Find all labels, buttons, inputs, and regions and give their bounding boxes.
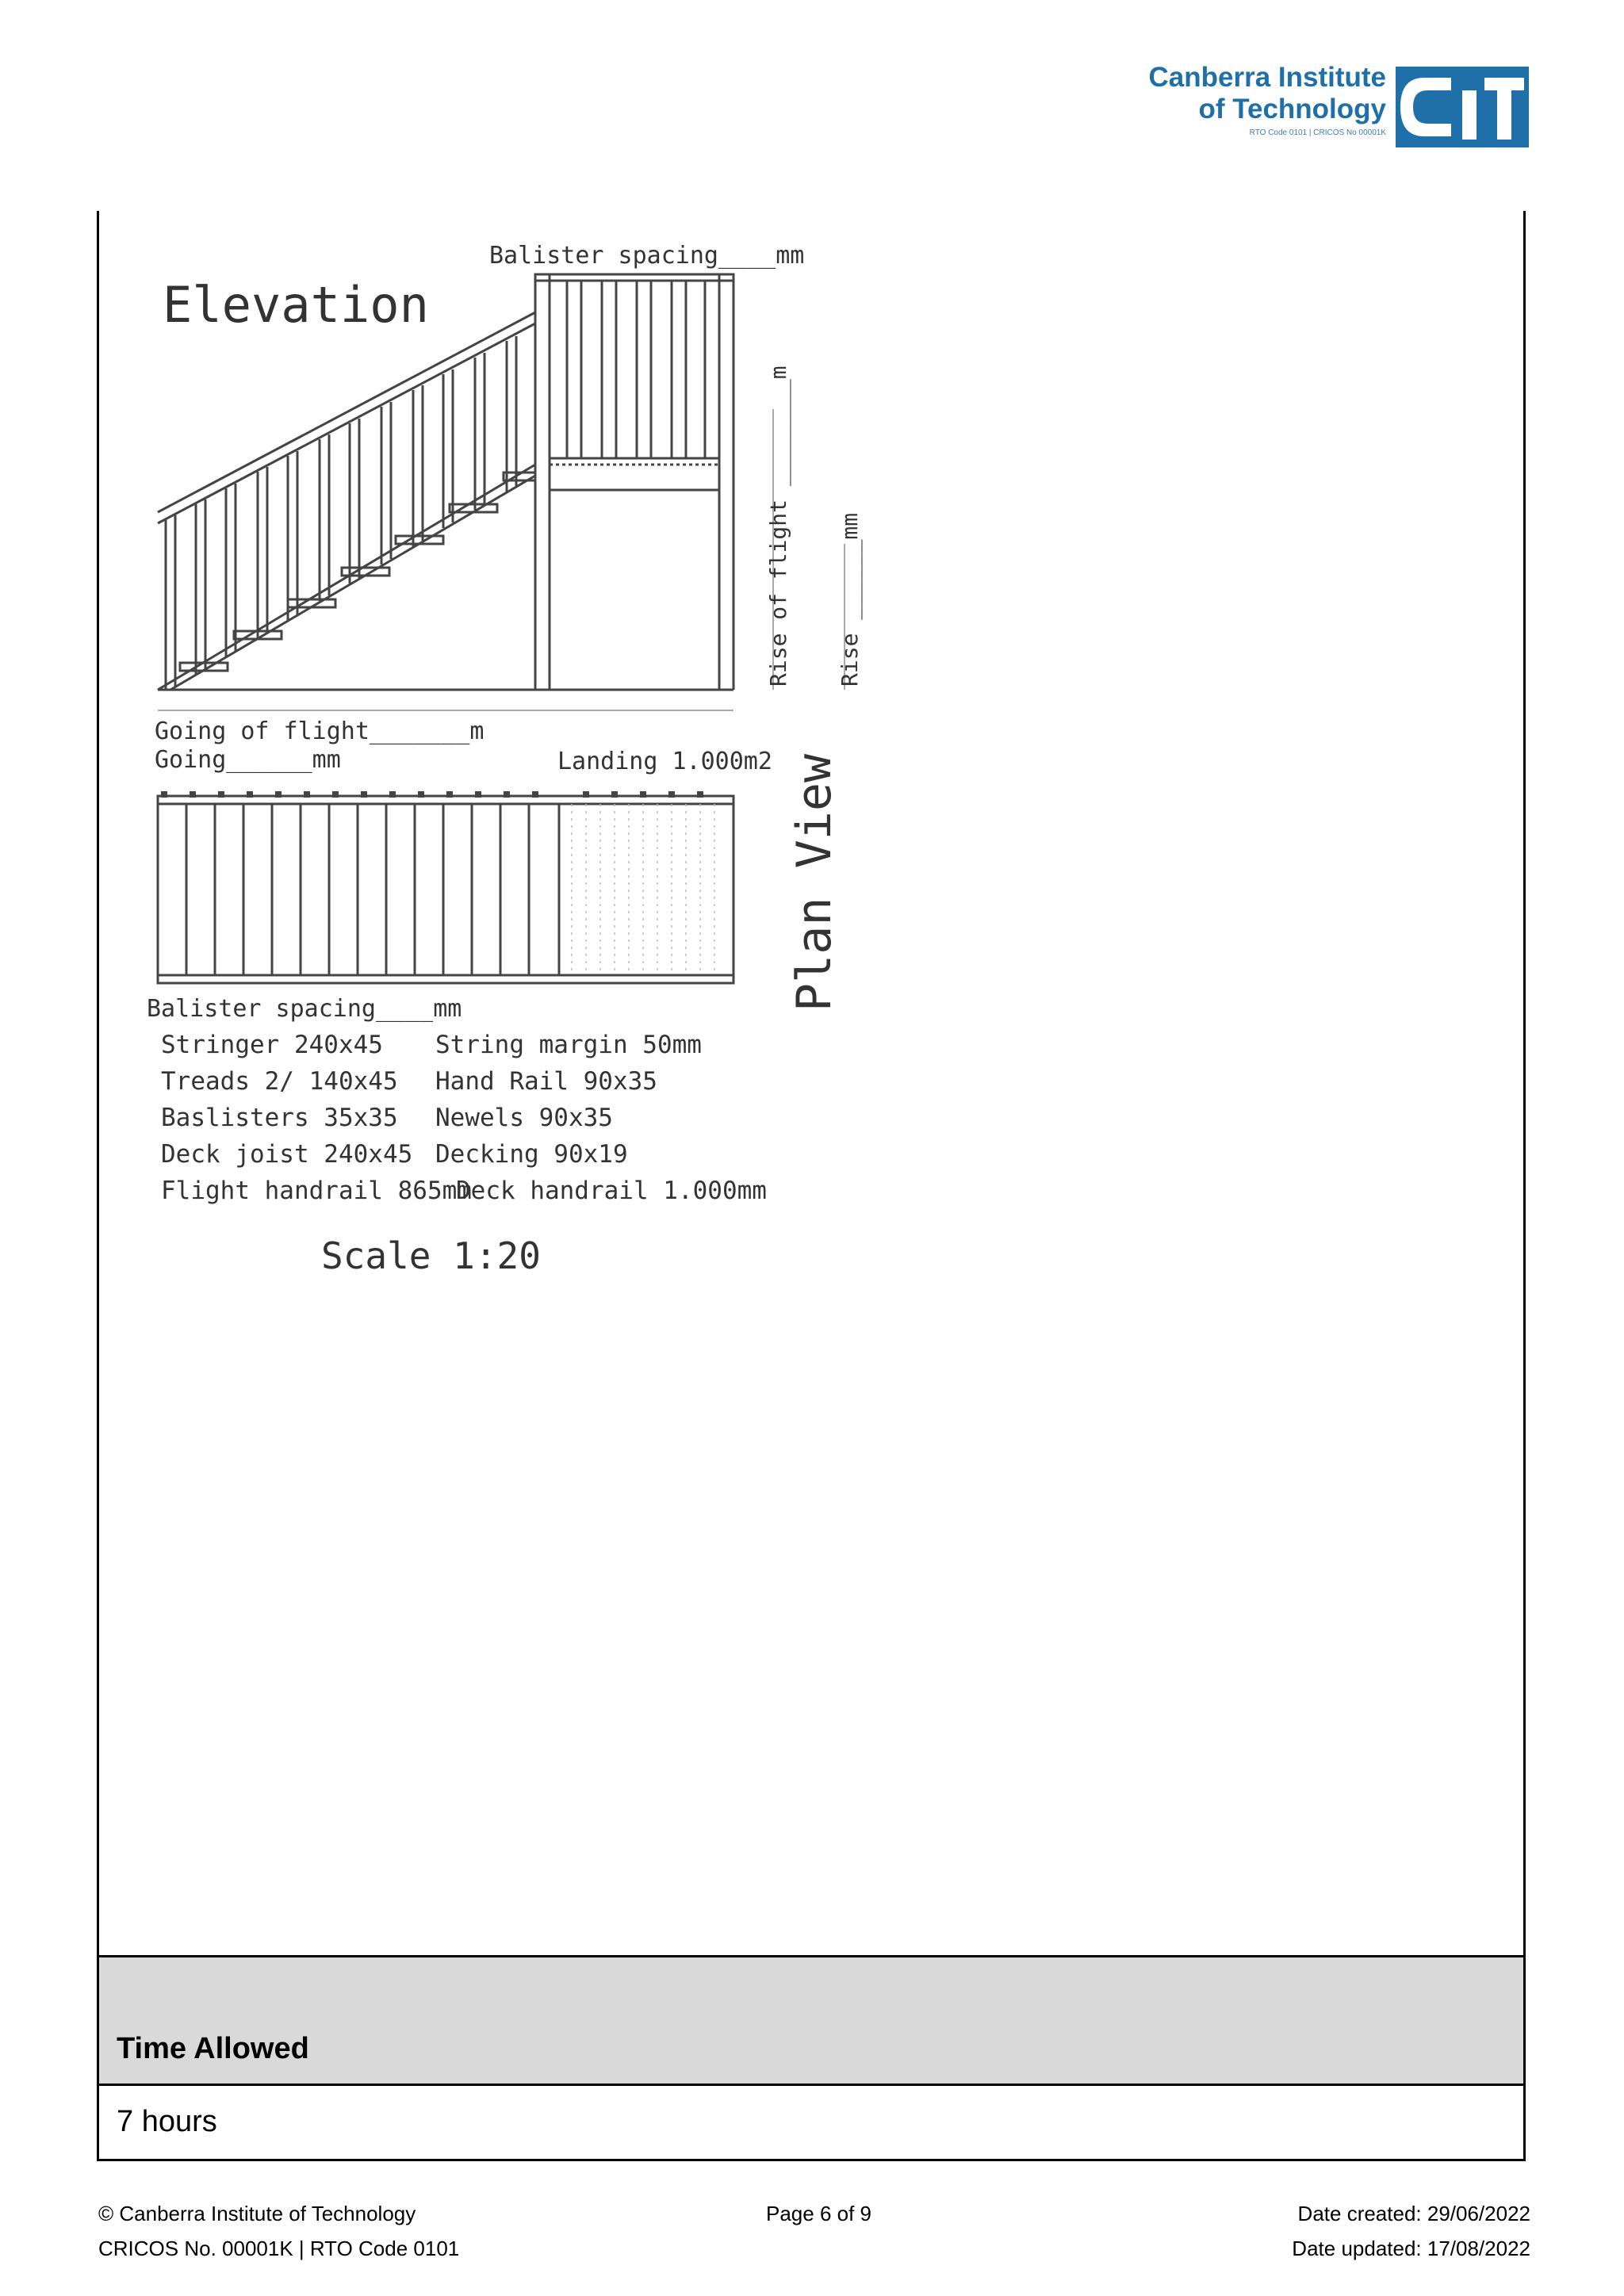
time-allowed-value: 7 hours	[117, 2105, 217, 2138]
logo-name-line2: of Technology	[1198, 94, 1386, 124]
elevation-view	[158, 274, 845, 710]
label-balister-spacing-bottom: Balister spacing____mm	[147, 995, 462, 1023]
spec-right-2: Hand Rail 90x35	[435, 1067, 657, 1096]
label-rise-of-flight: Rise of flight ________m	[765, 365, 791, 687]
spec-left-1: Stringer 240x45	[161, 1031, 383, 1059]
label-balister-spacing-top: Balister spacing____mm	[489, 242, 805, 270]
spec-right-1: String margin 50mm	[435, 1031, 702, 1059]
page-footer	[98, 2196, 1530, 2267]
footer-right	[1292, 2196, 1530, 2266]
footer-left	[98, 2196, 459, 2266]
footer-copyright: © Canberra Institute of Technology	[98, 2202, 416, 2225]
spec-right-4: Decking 90x19	[435, 1140, 628, 1169]
logo-text	[1149, 62, 1387, 141]
logo-codes: RTO Code 0101 | CRICOS No 00001K	[1249, 128, 1386, 137]
label-landing: Landing 1.000m2	[557, 748, 772, 775]
time-allowed-header	[99, 1955, 1523, 2086]
drawing-area	[99, 211, 1523, 1955]
label-scale: Scale 1:20	[321, 1234, 541, 1277]
plan-view	[158, 796, 733, 983]
stair-drawing	[123, 211, 884, 1305]
label-going: Going______mm	[155, 746, 341, 774]
spec-left-3: Baslisters 35x35	[161, 1104, 398, 1132]
footer-center	[766, 2196, 871, 2231]
label-going-of-flight: Going of flight_______m	[155, 718, 485, 745]
logo-name-line1: Canberra Institute	[1148, 62, 1386, 93]
spec-right-3: Newels 90x35	[435, 1104, 613, 1132]
spec-left-4: Deck joist 240x45	[161, 1140, 413, 1169]
time-allowed-row	[99, 2086, 1523, 2159]
label-plan-view: Plan View	[787, 753, 842, 1012]
footer-cricos: CRICOS No. 00001K | RTO Code 0101	[98, 2237, 460, 2260]
footer-date-updated: Date updated: 17/08/2022	[1292, 2237, 1530, 2260]
cit-logo	[1148, 62, 1529, 151]
label-rise: Rise ______mm	[837, 512, 863, 687]
footer-page-number: Page 6 of 9	[766, 2202, 871, 2225]
spec-right-5: Deck handrail 1.000mm	[456, 1177, 767, 1205]
spec-left-5: Flight handrail 865mm	[161, 1177, 472, 1205]
spec-left-2: Treads 2/ 140x45	[161, 1067, 398, 1096]
assessment-frame	[97, 211, 1526, 2161]
label-elevation: Elevation	[163, 276, 429, 334]
spec-list	[161, 1031, 767, 1205]
cit-logo-mark-icon	[1396, 67, 1529, 147]
time-allowed-label: Time Allowed	[117, 2032, 309, 2065]
footer-date-created: Date created: 29/06/2022	[1297, 2202, 1530, 2225]
